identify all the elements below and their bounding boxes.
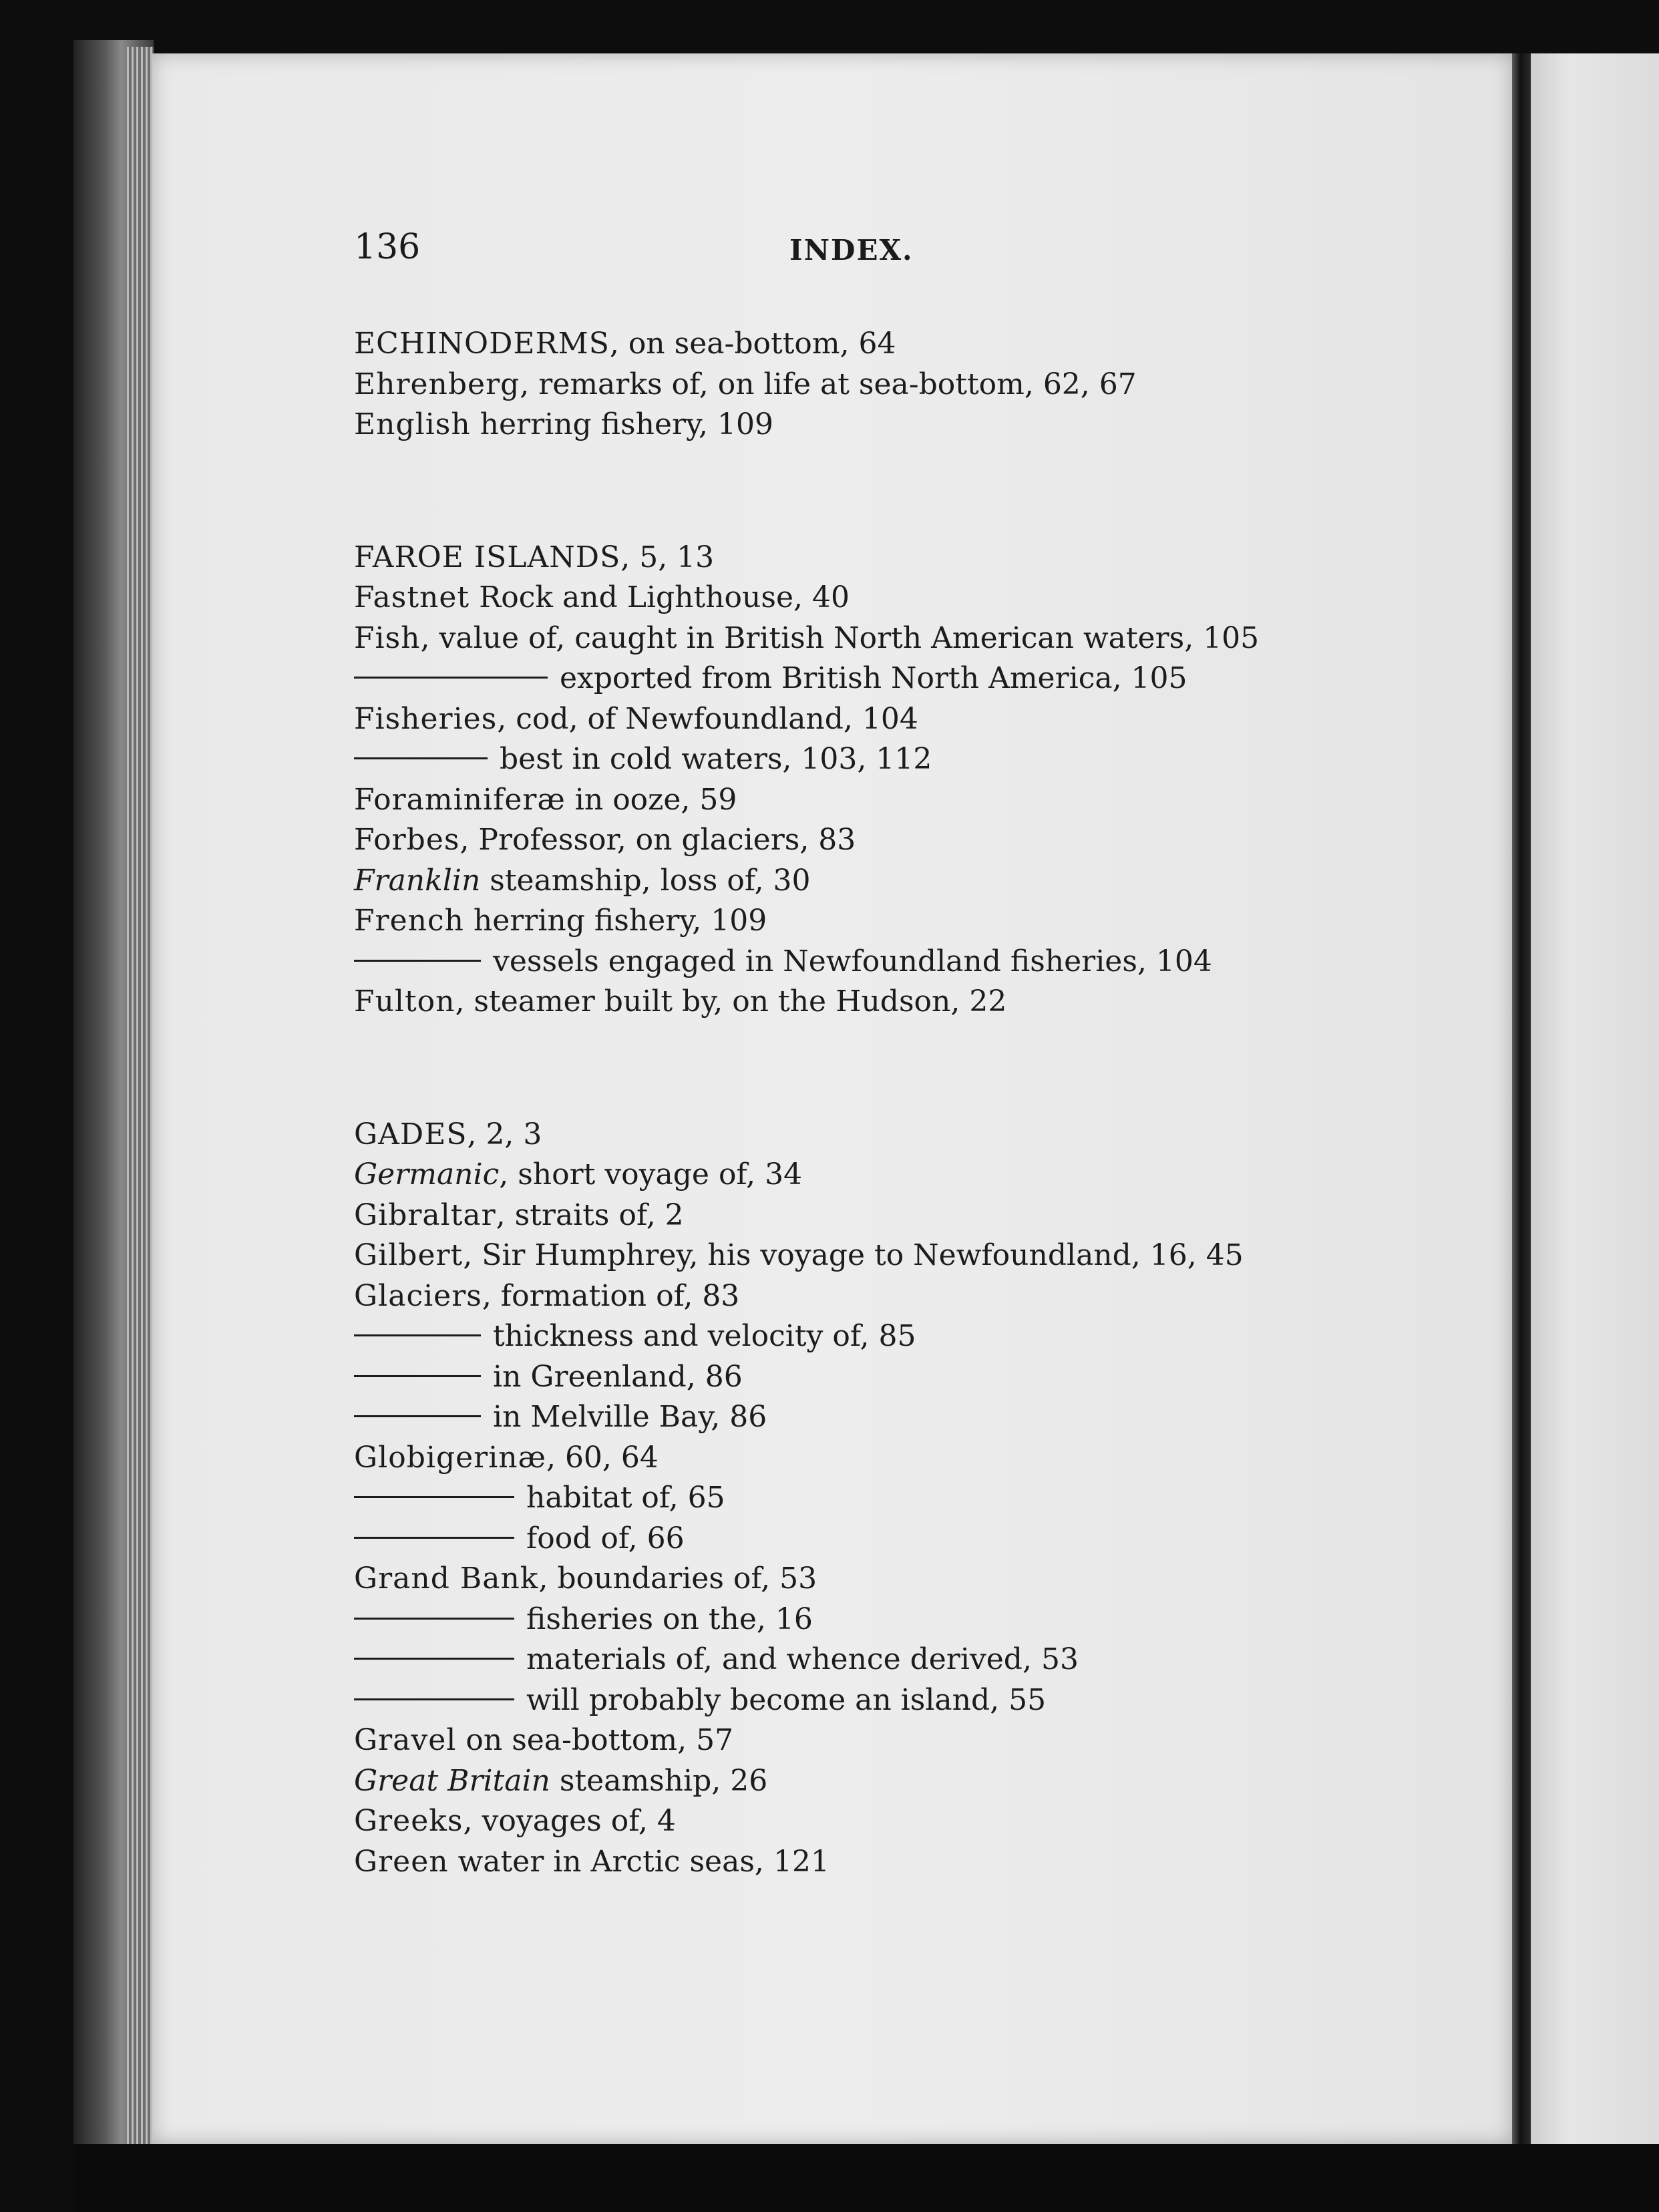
entry-text: fisheries on the, 16: [526, 1602, 813, 1636]
entry-text: , boundaries of, 53: [538, 1561, 817, 1596]
entry-text: , voyages of, 4: [463, 1804, 676, 1838]
entry-heading: Ehrenberg: [354, 367, 520, 401]
index-entry: [354, 1600, 1489, 1640]
entry-heading: Globigerinæ: [354, 1440, 546, 1475]
index-entry: [354, 618, 1489, 659]
running-head: INDEX.: [789, 234, 914, 266]
index-entry: [354, 1801, 1489, 1842]
ditto-dash: [354, 1334, 481, 1336]
entry-heading: GADES: [354, 1117, 468, 1151]
entry-text: herring fishery, 109: [470, 407, 773, 441]
index-entry: [354, 659, 1489, 699]
index-entry: [354, 1720, 1489, 1761]
entry-heading: Fastnet: [354, 580, 470, 614]
entry-text: , on sea-bottom, 64: [609, 327, 896, 361]
index-entry: [354, 901, 1489, 942]
entry-heading: French: [354, 904, 464, 938]
index-entry: [354, 324, 1489, 365]
entry-text: best in cold waters, 103, 112: [500, 742, 932, 776]
index-entry: [354, 1478, 1489, 1519]
entry-heading-italic: Franklin: [354, 863, 481, 898]
index-section-e: [354, 324, 1489, 445]
entry-text: in ooze, 59: [565, 782, 737, 817]
index-entry: [354, 1115, 1489, 1155]
index-entry: [354, 820, 1489, 861]
index-entry: [354, 405, 1489, 445]
entry-heading-italic: Germanic: [354, 1157, 500, 1191]
book-gutter: [1512, 53, 1531, 2144]
index-entry: [354, 1559, 1489, 1600]
index-entry: [354, 1842, 1489, 1883]
entry-text: , value of, caught in British North American waters, 105: [420, 620, 1260, 655]
entry-text: materials of, and whence derived, 53: [526, 1642, 1079, 1676]
entry-text: , 60, 64: [546, 1440, 659, 1475]
entry-text: vessels engaged in Newfoundland fisheries, 104: [493, 944, 1212, 978]
entry-heading: Fulton: [354, 984, 455, 1019]
index-entry: [354, 780, 1489, 821]
facing-page-edge: [1531, 53, 1659, 2151]
ditto-dash: [354, 1415, 481, 1417]
entry-text: , Professor, on glaciers, 83: [459, 823, 856, 857]
ditto-dash: [354, 1375, 481, 1377]
ditto-dash: [354, 1496, 514, 1498]
entry-text: thickness and velocity of, 85: [493, 1319, 916, 1353]
index-entry: [354, 365, 1489, 405]
ditto-dash: [354, 1618, 514, 1620]
ditto-dash: [354, 1698, 514, 1700]
entry-heading: Gibraltar: [354, 1197, 496, 1232]
index-entry: [354, 739, 1489, 780]
index-entry: [354, 1316, 1489, 1357]
entry-heading: Green: [354, 1844, 449, 1879]
entry-heading: Fisheries: [354, 701, 498, 736]
entry-heading: Forbes: [354, 823, 460, 857]
index-entry: [354, 1397, 1489, 1438]
index-entry: [354, 1276, 1489, 1317]
index-list: [354, 324, 1489, 1882]
entry-text: steamship, 26: [550, 1763, 768, 1798]
entry-text: will probably become an island, 55: [526, 1682, 1047, 1717]
entry-text: habitat of, 65: [526, 1481, 725, 1515]
entry-text: , remarks of, on life at sea-bottom, 62, 67: [520, 367, 1137, 401]
ditto-dash: [354, 1658, 514, 1660]
entry-text: on sea-bottom, 57: [456, 1723, 734, 1757]
index-entry: [354, 1640, 1489, 1680]
entry-heading: Gravel: [354, 1723, 457, 1757]
entry-text: , Sir Humphrey, his voyage to Newfoundland, 16, 45: [463, 1238, 1244, 1272]
entry-heading: FAROE ISLANDS: [354, 540, 621, 574]
entry-text: food of, 66: [526, 1521, 685, 1555]
entry-heading-italic: Great Britain: [354, 1763, 550, 1798]
entry-text: water in Arctic seas, 121: [448, 1844, 830, 1879]
page-header: [354, 227, 1356, 281]
index-entry: [354, 1236, 1489, 1276]
entry-heading: Gilbert: [354, 1238, 464, 1272]
entry-heading: Fish: [354, 620, 421, 655]
entry-text: herring fishery, 109: [464, 904, 767, 938]
page-stack-edge: [127, 47, 154, 2151]
index-entry: [354, 1357, 1489, 1398]
index-entry: [354, 1761, 1489, 1802]
entry-heading: Foraminiferæ: [354, 782, 566, 817]
entry-text: in Greenland, 86: [493, 1359, 743, 1394]
index-entry: [354, 1680, 1489, 1721]
index-entry: [354, 699, 1489, 740]
entry-heading: Glaciers: [354, 1278, 482, 1313]
ditto-dash: [354, 960, 481, 962]
entry-text: , short voyage of, 34: [499, 1157, 803, 1191]
entry-heading: ECHINODERMS: [354, 327, 610, 361]
entry-text: in Melville Bay, 86: [493, 1400, 767, 1434]
page-number: 136: [354, 227, 421, 267]
entry-text: , formation of, 83: [482, 1278, 740, 1313]
entry-text: , 5, 13: [620, 540, 715, 574]
ditto-dash: [354, 1537, 514, 1539]
scan-border: [73, 2144, 1659, 2212]
index-section-g: [354, 1115, 1489, 1883]
ditto-dash: [354, 757, 488, 759]
entry-text: steamship, loss of, 30: [480, 863, 811, 898]
entry-heading: Greeks: [354, 1804, 464, 1838]
index-entry: [354, 1519, 1489, 1559]
index-entry: [354, 1438, 1489, 1479]
index-entry: [354, 578, 1489, 618]
index-entry: [354, 861, 1489, 902]
ditto-dash: [354, 677, 548, 679]
index-entry: [354, 942, 1489, 982]
entry-heading: Grand Bank: [354, 1561, 539, 1596]
entry-text: Rock and Lighthouse, 40: [470, 580, 850, 614]
index-entry: [354, 982, 1489, 1023]
entry-text: , cod, of Newfoundland, 104: [497, 701, 918, 736]
entry-text: exported from British North America, 105: [560, 661, 1187, 695]
entry-text: , 2, 3: [467, 1117, 542, 1151]
index-entry: [354, 538, 1489, 578]
entry-text: , steamer built by, on the Hudson, 22: [455, 984, 1007, 1019]
index-section-f: [354, 538, 1489, 1023]
entry-text: , straits of, 2: [496, 1197, 684, 1232]
index-entry: [354, 1195, 1489, 1236]
entry-heading: English: [354, 407, 471, 441]
index-entry: [354, 1155, 1489, 1195]
